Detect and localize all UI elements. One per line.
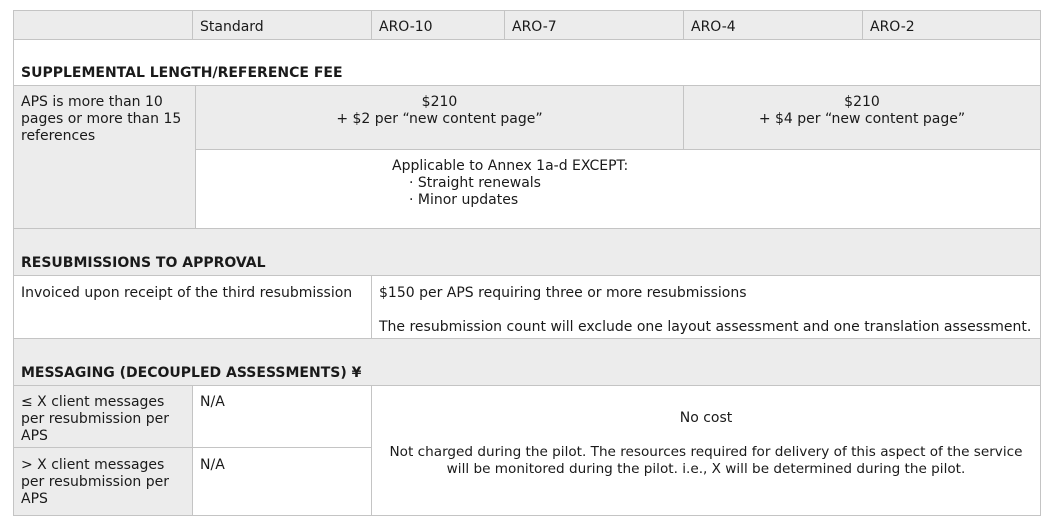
- messaging-row2-value: N/A: [200, 457, 225, 473]
- header-aro7: ARO-7: [512, 19, 557, 35]
- messaging-cost: No cost: [679, 410, 733, 426]
- supplemental-title: SUPPLEMENTAL LENGTH/REFERENCE FEE: [21, 65, 343, 81]
- messaging-row1-label-cell: [13, 385, 193, 448]
- header-aro2-cell: [862, 10, 1041, 40]
- supplemental-condition-line2: pages or more than 15: [21, 111, 182, 127]
- header-aro4: ARO-4: [691, 19, 736, 35]
- header-aro10-cell: [371, 10, 505, 40]
- messaging-row2-label-line2: per resubmission per: [21, 474, 169, 490]
- resubmissions-fee-cell: [371, 275, 1041, 339]
- resubmissions-title-cell: [13, 228, 1041, 276]
- messaging-cost-cell: [371, 385, 1041, 516]
- header-empty-cell: [13, 10, 193, 40]
- header-aro7-cell: [504, 10, 684, 40]
- resubmissions-note: The resubmission count will exclude one layout assessment and one translation assessment.: [379, 319, 1032, 335]
- supplemental-applicable-title: Applicable to Annex 1a-d EXCEPT:: [392, 158, 629, 174]
- supplemental-fee-left-amount: $210: [421, 94, 458, 110]
- resubmissions-condition: Invoiced upon receipt of the third resubmission: [21, 285, 353, 301]
- supplemental-applicable-item2: · Minor updates: [409, 192, 519, 208]
- resubmissions-title: RESUBMISSIONS TO APPROVAL: [21, 255, 266, 271]
- resubmissions-condition-cell: [13, 275, 372, 339]
- supplemental-fee-right-extra: + $4 per “new content page”: [758, 111, 966, 127]
- messaging-title-cell: [13, 338, 1041, 386]
- messaging-note-line1: Not charged during the pilot. The resources required for delivery of this aspect of the service: [389, 444, 1023, 460]
- messaging-row1-label-line2: per resubmission per: [21, 411, 169, 427]
- supplemental-fee-right-amount: $210: [844, 94, 880, 110]
- messaging-row2-value-cell: [192, 447, 372, 516]
- messaging-title: MESSAGING (DECOUPLED ASSESSMENTS) ¥: [21, 365, 362, 381]
- messaging-row1-value-cell: [192, 385, 372, 448]
- messaging-row1-value: N/A: [200, 394, 225, 410]
- supplemental-title-cell: [13, 39, 1041, 86]
- messaging-row1-label-line1: ≤ X client messages: [21, 394, 165, 410]
- messaging-row1-label-line3: APS: [21, 428, 48, 444]
- supplemental-fee-left-extra: + $2 per “new content page”: [336, 111, 543, 127]
- supplemental-applicable-cell: [195, 149, 1041, 229]
- header-aro4-cell: [683, 10, 863, 40]
- messaging-row2-label-line3: APS: [21, 491, 48, 507]
- header-aro10: ARO-10: [379, 19, 433, 35]
- supplemental-fee-right-cell: [683, 85, 1041, 150]
- header-aro2: ARO-2: [870, 19, 915, 35]
- supplemental-fee-left-cell: [195, 85, 684, 150]
- supplemental-condition-line1: APS is more than 10: [21, 94, 163, 110]
- supplemental-condition-cell: [13, 85, 196, 229]
- header-standard: Standard: [200, 19, 264, 35]
- messaging-row2-label-cell: [13, 447, 193, 516]
- resubmissions-fee: $150 per APS requiring three or more resubmissions: [379, 285, 747, 301]
- header-standard-cell: [192, 10, 372, 40]
- supplemental-condition-line3: references: [21, 128, 96, 144]
- supplemental-applicable-item1: · Straight renewals: [409, 175, 541, 191]
- messaging-row2-label-line1: > X client messages: [21, 457, 165, 473]
- messaging-note-line2: will be monitored during the pilot. i.e., X will be determined during the pilot.: [446, 461, 966, 477]
